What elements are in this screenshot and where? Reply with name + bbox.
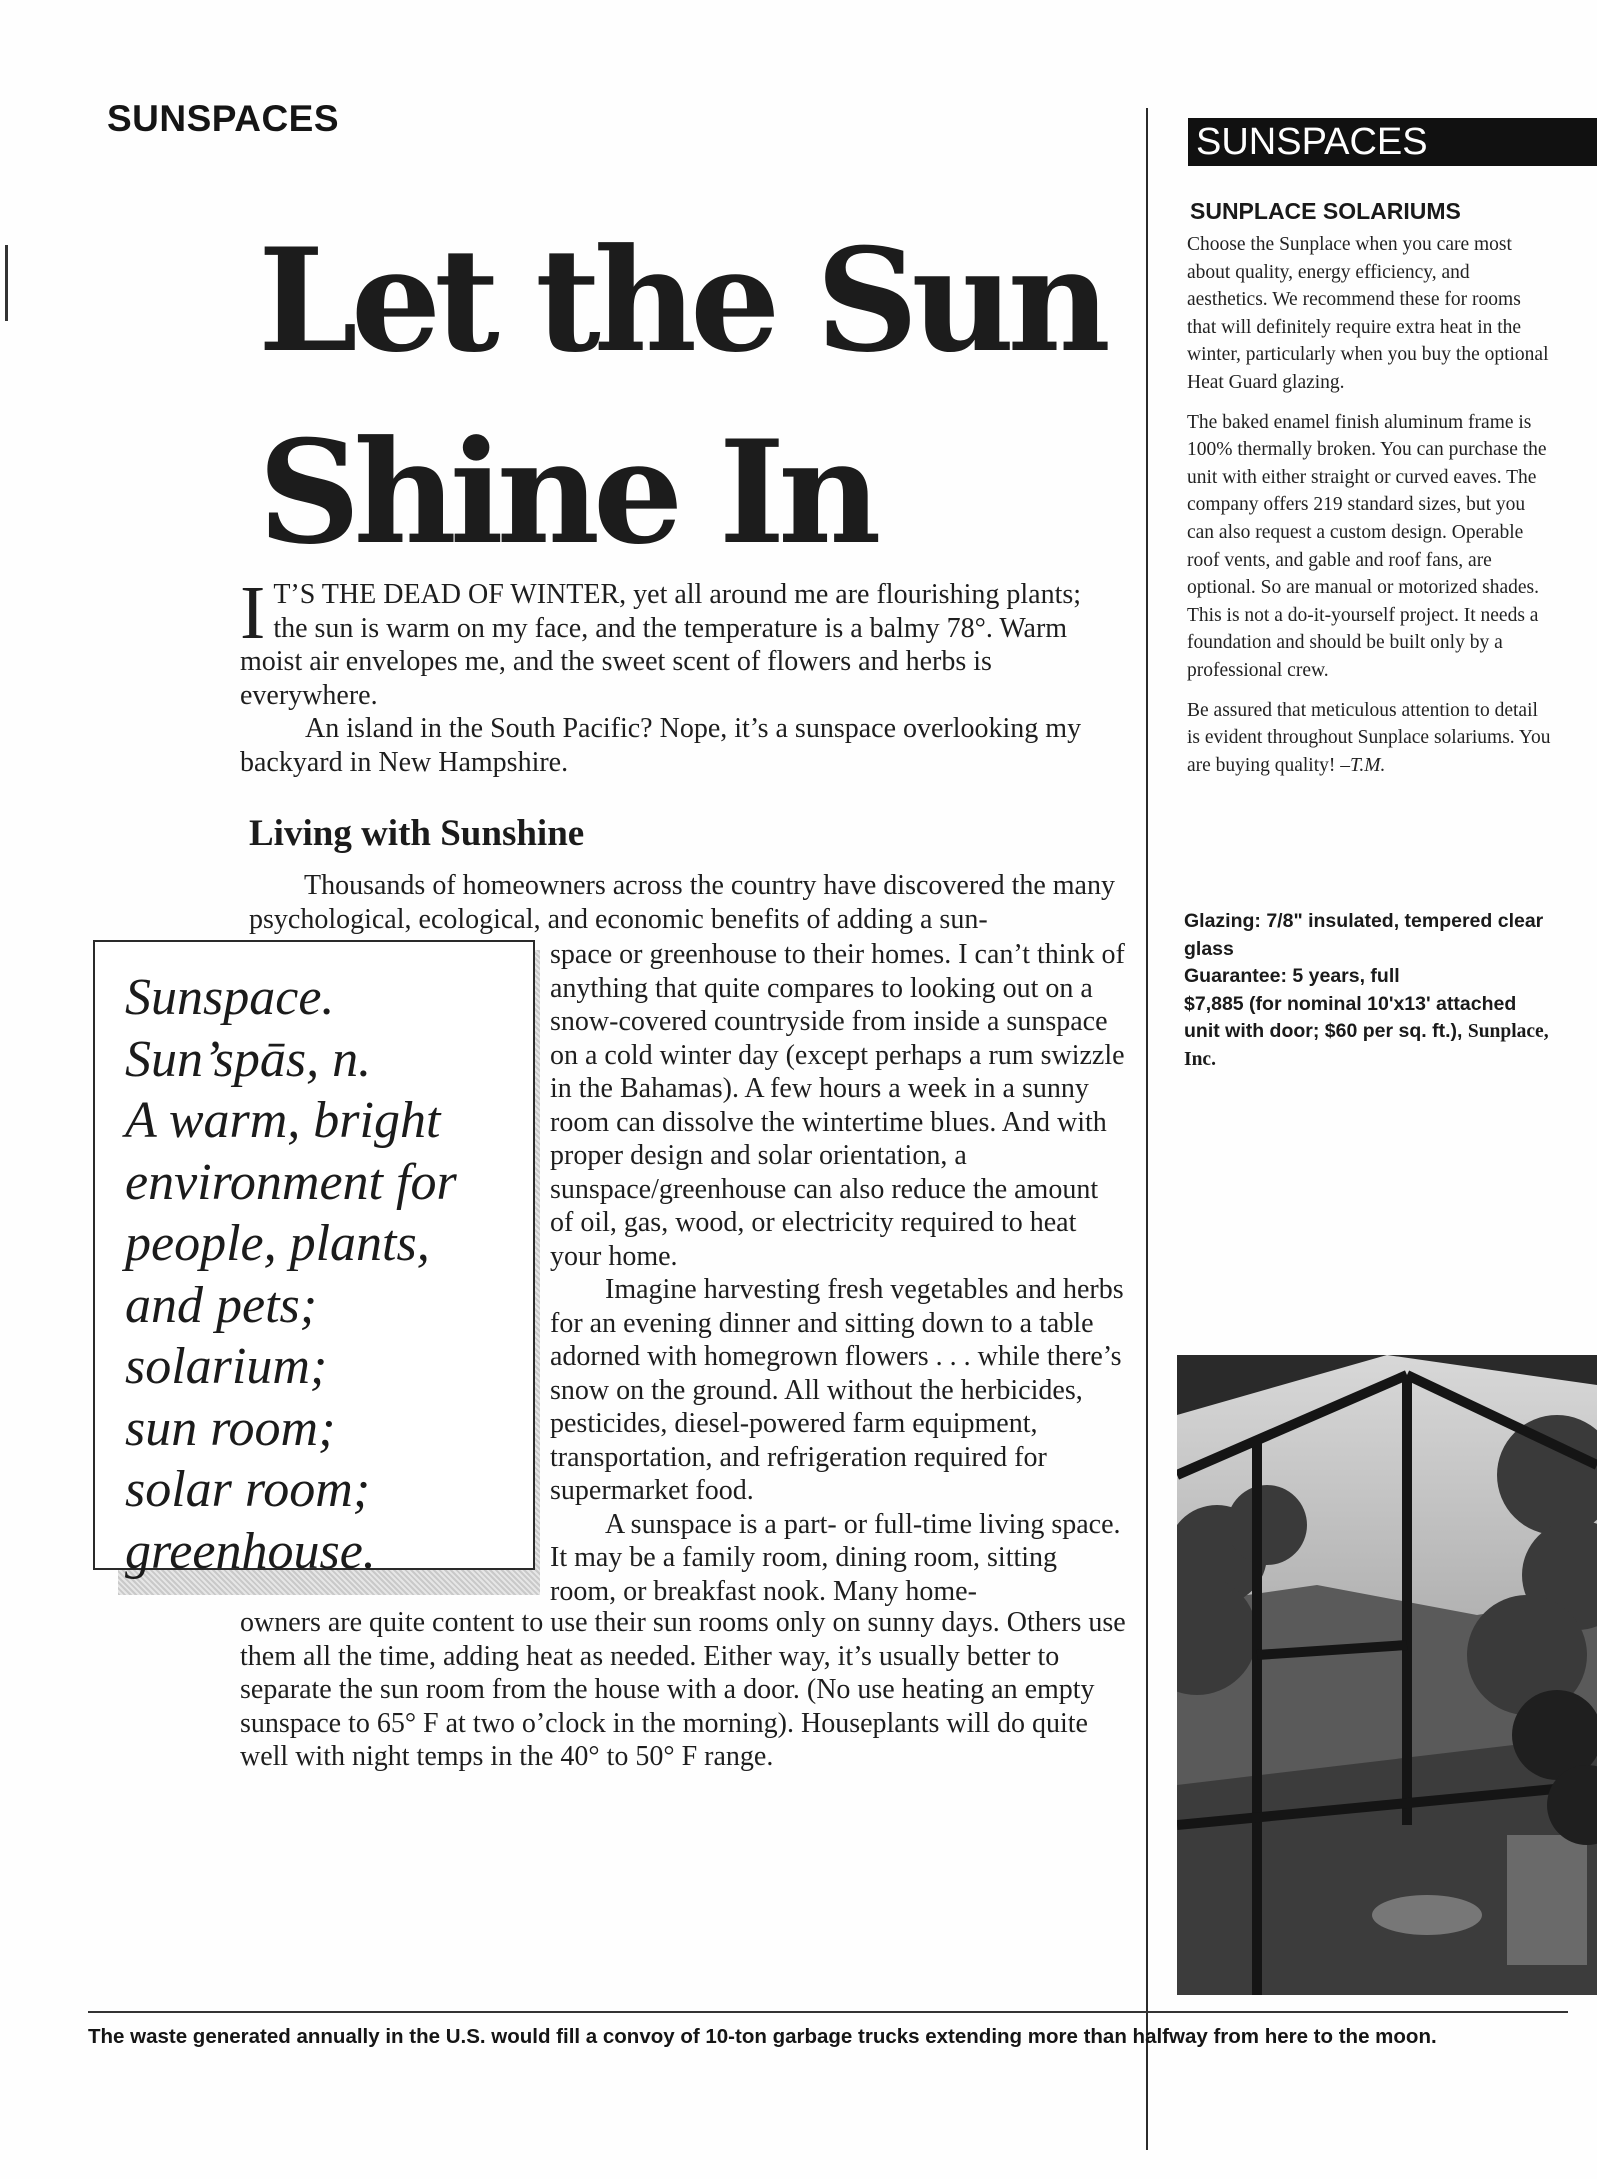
callout-line: environment for	[125, 1153, 457, 1211]
drop-cap: I	[240, 571, 266, 655]
callout-line: sun room;	[125, 1399, 336, 1457]
sidebar-specs	[1184, 908, 1554, 1074]
sidebar-header: SUNSPACES	[1188, 118, 1597, 166]
callout-line: and pets;	[125, 1276, 318, 1334]
body-right	[550, 938, 1128, 1608]
headline-line-2: Shine In	[258, 410, 875, 576]
sunspace-photo	[1177, 1355, 1597, 1995]
footer-rule	[88, 2011, 1568, 2013]
sidebar-signature: –T.M.	[1340, 754, 1386, 776]
headline	[258, 205, 1158, 589]
sidebar-paragraph: Choose the Sunplace when you care most about quality, energy efficiency, and aesthetics. We recommend these for rooms that will definitely require extra heat in the winter, particularly when you buy the optional Heat Guard glazing.	[1187, 234, 1549, 393]
sidebar-title: SUNPLACE SOLARIUMS	[1190, 198, 1461, 224]
sidebar-paragraph: Be assured that meticulous attention to detail is evident throughout Sunplace solariums. You are buying quality!	[1187, 699, 1551, 776]
subhead: Living with Sunshine	[249, 813, 585, 854]
spec-maker: Sunplace, Inc.	[1184, 1021, 1549, 1070]
callout-line: Sun’spās, n.	[125, 1030, 372, 1088]
body-paragraph: owners are quite content to use their sun rooms only on sunny days. Others use them all the time, adding heat as needed. Either way, it’s usually better to separate the sun room from the house with a door. (No use heating an empty sunspace to 65° F at two o’clock in the morning). Houseplants will do quite well with night temps in the 40° to 50° F range.	[240, 1607, 1126, 1772]
body-paragraph-top: Thousands of homeowners across the country have discovered the many psychological, ecological, and economic benefits of adding a sun-	[249, 870, 1115, 935]
footer-fact: The waste generated annually in the U.S. would fill a convoy of 10-ton garbage trucks extending more than halfway from here to the moon.	[88, 2025, 1437, 2048]
margin-mark	[5, 245, 8, 321]
definition-callout	[93, 940, 535, 1580]
section-label: SUNSPACES	[107, 98, 340, 139]
body-bottom	[240, 1606, 1130, 1774]
callout-line: greenhouse.	[125, 1522, 376, 1580]
callout-line: A warm, bright	[125, 1092, 441, 1149]
intro-paragraph-2: An island in the South Pacific? Nope, it’s a sunspace overlooking my backyard in New Hampshire.	[240, 713, 1082, 778]
column-divider	[1146, 108, 1148, 2150]
callout-line: people, plants,	[125, 1215, 430, 1272]
body-paragraph: space or greenhouse to their homes. I can’t think of anything that quite compares to looking out on a snow-covered countryside from inside a sunspace on a cold winter day (except perhaps a rum swizzle in the Bahamas). A few hours a week in a sunny room can dissolve the wintertime blues. And with proper design and solar orientation, a sunspace/greenhouse can also reduce the amount of oil, gas, wood, or electricity required to heat your home.	[550, 939, 1125, 1272]
spec-guarantee: Guarantee: 5 years, full	[1184, 965, 1400, 988]
callout-line: solarium;	[125, 1338, 328, 1395]
body-paragraph: Imagine harvesting fresh vegetables and herbs for an evening dinner and sitting down to a table adorned with homegrown flowers . . . while there’s snow on the ground. All without the herbicides, pesticides, diesel-powered farm equipment, transportation, and refrigeration required for supermarket food.	[550, 1274, 1124, 1506]
sidebar-body	[1187, 231, 1552, 791]
sidebar-paragraph: The baked enamel finish aluminum frame is 100% thermally broken. You can purchase the unit with either straight or curved eaves. The company offers 219 standard sizes, but you can also request a custom design. Operable roof vents, and gable and roof fans, are optional. So are manual or motorized shades. This is not a do-it-yourself project. It needs a foundation and should be built only by a professional crew.	[1187, 411, 1547, 681]
intro-paragraph-1: T’S THE DEAD OF WINTER, yet all around me are flourishing plants; the sun is warm on my face, and the temperature is a balmy 78°. Warm moist air envelopes me, and the sweet scent of flowers and herbs is everywhere.	[240, 579, 1082, 711]
callout-line: solar room;	[125, 1461, 371, 1518]
intro	[240, 571, 1120, 779]
sunspace-photo-illustration	[1177, 1355, 1597, 1995]
spec-glazing: Glazing: 7/8" insulated, tempered clear glass	[1184, 910, 1544, 960]
body-paragraph: A sunspace is a part- or full-time living space. It may be a family room, dining room, sitting room, or breakfast nook. Many home-	[550, 1508, 1121, 1607]
spec-price: $7,885 (for nominal 10'x13' attached unit with door; $60 per sq. ft.),	[1184, 992, 1517, 1043]
callout-line: Sunspace.	[125, 969, 335, 1026]
headline-line-1: Let the Sun	[258, 218, 1104, 384]
body-top	[249, 869, 1129, 936]
